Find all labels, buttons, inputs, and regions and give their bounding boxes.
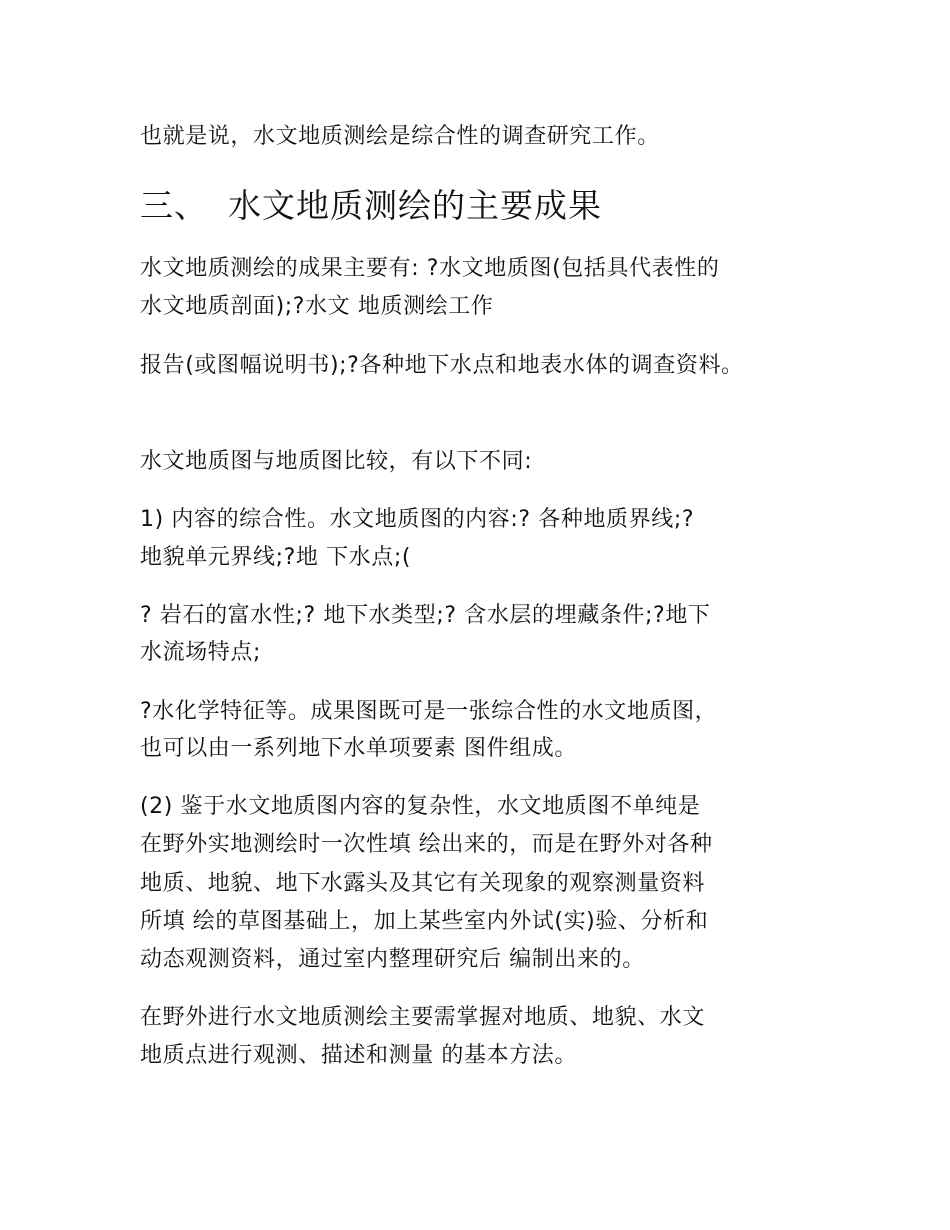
paragraph-line: ?水化学特征等。成果图既可是一张综合性的水文地质图， — [140, 699, 718, 724]
paragraph-line: 动态观测资料，通过室内整理研究后 编制出来的。 — [140, 947, 645, 972]
paragraph-line: 1) 内容的综合性。水文地质图的内容:? 各种地质界线;? — [140, 507, 695, 532]
paragraph-line: 水文地质图与地质图比较，有以下不同: — [140, 449, 533, 474]
paragraph-line: ? 岩石的富水性;? 地下水类型;? 含水层的埋藏条件;?地下 — [140, 603, 711, 628]
paragraph-line: 地质、地貌、地下水露头及其它有关现象的观察测量资料 — [140, 871, 706, 896]
section-heading — [140, 184, 602, 228]
paragraph-line: 水文地质测绘的成果主要有: ?水文地质图(包括具代表性的 — [140, 256, 720, 281]
paragraph-line: 地貌单元界线;?地 下水点;( — [140, 545, 412, 570]
paragraph-line: 在野外实地测绘时一次性填 绘出来的，而是在野外对各种 — [140, 832, 713, 857]
section-title: 水文地质测绘的主要成果 — [228, 186, 602, 225]
paragraph-line: 在野外进行水文地质测绘主要需掌握对地质、地貌、水文 — [140, 1005, 706, 1030]
paragraph-line: 也可以由一系列地下水单项要素 图件组成。 — [140, 736, 577, 761]
section-number: 三、 — [140, 186, 208, 225]
intro-line: 也就是说，水文地质测绘是综合性的调查研究工作。 — [140, 124, 660, 149]
paragraph-line: 报告(或图幅说明书);?各种地下水点和地表水体的调查资料。 — [140, 353, 744, 378]
paragraph-line: 水文地质剖面);?水文 地质测绘工作 — [140, 294, 494, 319]
paragraph-line: (2) 鉴于水文地质图内容的复杂性，水文地质图不单纯是 — [140, 794, 701, 819]
paragraph-line: 水流场特点; — [140, 640, 262, 665]
paragraph-line: 所填 绘的草图基础上，加上某些室内外试(实)验、分析和 — [140, 909, 709, 934]
paragraph-line: 地质点进行观测、描述和测量 的基本方法。 — [140, 1043, 577, 1068]
